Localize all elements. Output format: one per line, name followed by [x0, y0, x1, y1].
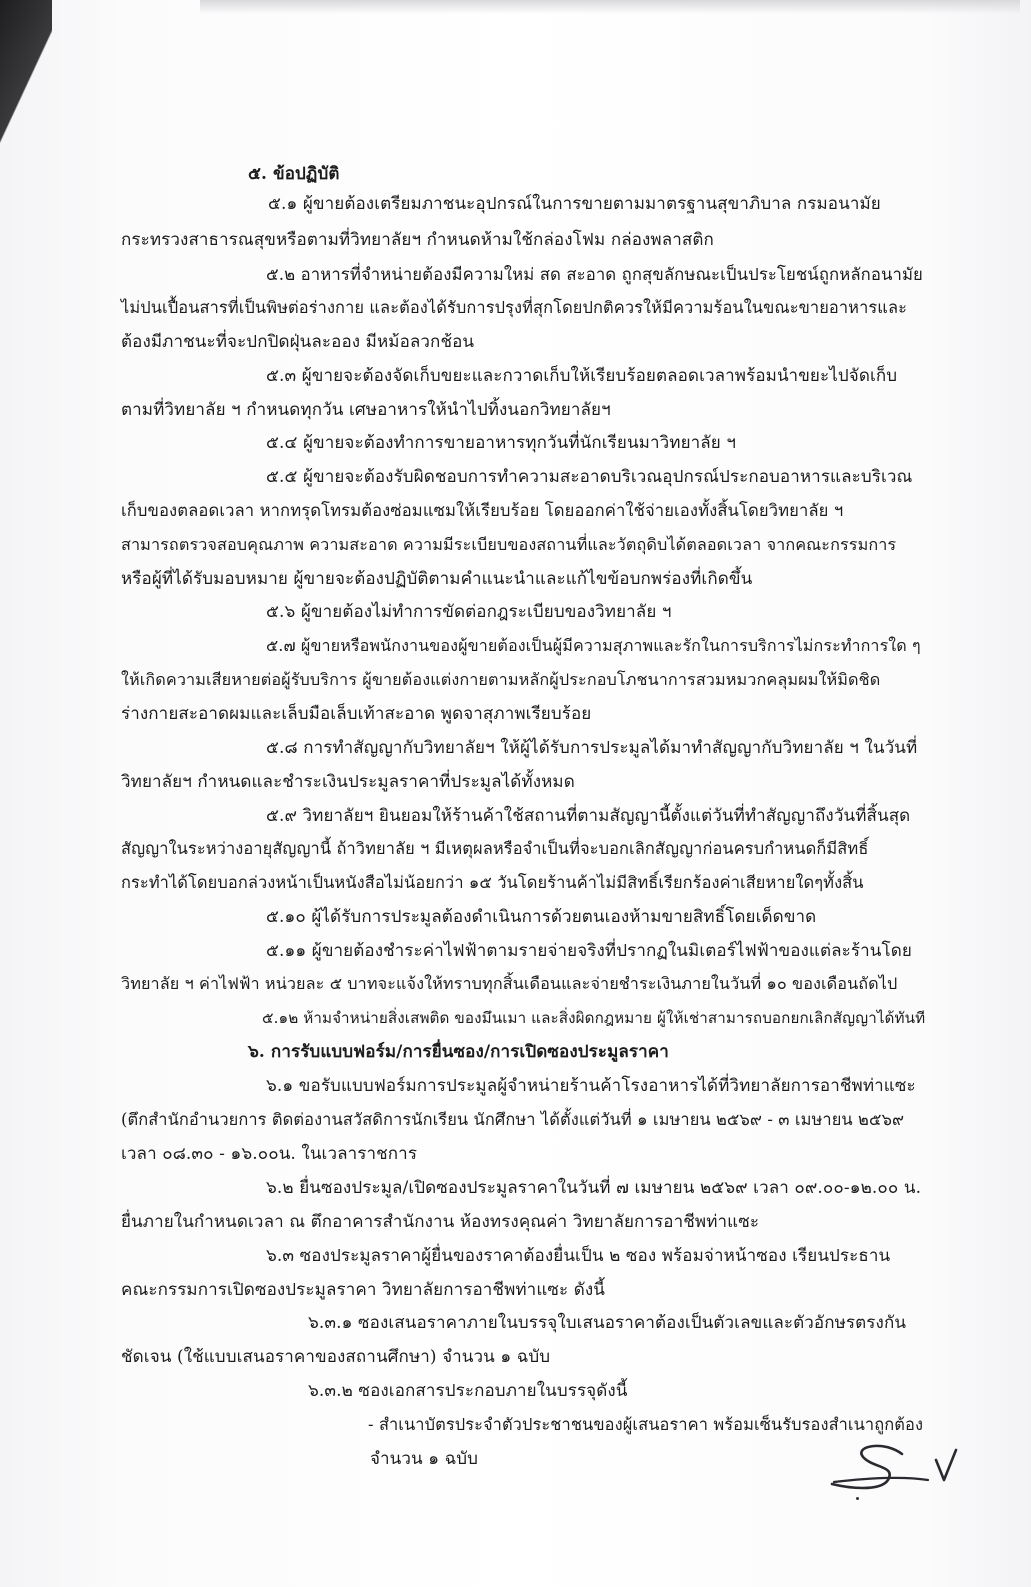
clause-5-12: ๕.๑๒ ห้ามจำหน่ายสิ่งเสพติด ของมึนเมา และสิ่งผิดกฎหมาย ผู้ให้เช่าสามารถบอกยกเลิกสัญญาได้ทันที [262, 1009, 926, 1027]
clause-5-5-cont3: หรือผู้ที่ได้รับมอบหมาย ผู้ขายจะต้องปฏิบัติตามคำแนะนำและแก้ไขข้อบกพร่องที่เกิดขึ้น [121, 569, 753, 589]
clause-6-3-1-cont: ชัดเจน (ใช้แบบเสนอราคาของสถานศึกษา) จำนวน ๑ ฉบับ [121, 1347, 551, 1367]
clause-5-7: ๕.๗ ผู้ขายหรือพนักงานของผู้ขายต้องเป็นผู้มีความสุภาพและรักในการบริการไม่กระทำการใด ๆ [266, 636, 921, 655]
clause-6-3-2-item: - สำเนาบัตรประจำตัวประชาชนของผู้เสนอราคา พร้อมเซ็นรับรองสำเนาถูกต้อง [368, 1415, 924, 1434]
ink-dot [856, 1497, 859, 1500]
clause-5-5-cont: เก็บของตลอดเวลา หากทรุดโทรมต้องซ่อมแซมให้เรียบร้อย โดยออกค่าใช้จ่ายเองทั้งสิ้นโดยวิทยาลัย ฯ [121, 501, 844, 520]
clause-5-4: ๕.๔ ผู้ขายจะต้องทำการขายอาหารทุกวันที่นักเรียนมาวิทยาลัย ฯ [266, 433, 737, 453]
clause-5-9-cont: สัญญาในระหว่างอายุสัญญานี้ ถ้าวิทยาลัย ฯ มีเหตุผลหรือจำเป็นที่จะบอกเลิกสัญญาก่อนครบกำหนดก็มีสิทธิ์ [121, 839, 869, 858]
clause-5-11-cont: วิทยาลัย ฯ ค่าไฟฟ้า หน่วยละ ๕ บาทจะแจ้งให้ทราบทุกสิ้นเดือนและจ่ายชำระเงินภายในวันที่ ๑๐ ของเดือนถัดไป [121, 974, 898, 993]
clause-5-1-cont: กระทรวงสาธารณสุขหรือตามที่วิทยาลัยฯ กำหนดห้ามใช้กล่องโฟม กล่องพลาสติก [121, 230, 714, 250]
clause-5-11: ๕.๑๑ ผู้ขายต้องชำระค่าไฟฟ้าตามรายจ่ายจริงที่ปรากฏในมิเตอร์ไฟฟ้าของแต่ละร้านโดย [266, 941, 912, 961]
clause-6-2: ๖.๒ ยื่นซองประมูล/เปิดซองประมูลราคาในวันที่ ๗ เมษายน ๒๕๖๙ เวลา ๐๙.๐๐-๑๒.๐๐ น. [266, 1178, 922, 1198]
clause-5-9: ๕.๙ วิทยาลัยฯ ยินยอมให้ร้านค้าใช้สถานที่ตามสัญญานี้ตั้งแต่วันที่ทำสัญญาถึงวันที่สิ้นสุด [266, 806, 911, 826]
clause-6-2-cont: ยื่นภายในกำหนดเวลา ณ ตึกอาคารสำนักงาน ห้องทรงคุณค่า วิทยาลัยการอาชีพท่าแซะ [121, 1212, 760, 1232]
clause-5-10: ๕.๑๐ ผู้ได้รับการประมูลต้องดำเนินการด้วยตนเองห้ามขายสิทธิ์โดยเด็ดขาด [266, 907, 817, 927]
handwritten-signature [828, 1436, 968, 1500]
clause-5-5-cont2: สามารถตรวจสอบคุณภาพ ความสะอาด ความมีระเบียบของสถานที่และวัตถุดิบได้ตลอดเวลา จากคณะกรรมการ [121, 535, 897, 554]
clause-5-8-cont: วิทยาลัยฯ กำหนดและชำระเงินประมูลราคาที่ประมูลได้ทั้งหมด [121, 772, 575, 792]
clause-5-2-cont: ไม่ปนเปื้อนสารที่เป็นพิษต่อร่างกาย และต้องได้รับการปรุงที่สุกโดยปกติควรให้มีความร้อนในขณะขายอาหารและ [121, 298, 908, 317]
clause-5-1: ๕.๑ ผู้ขายต้องเตรียมภาชนะอุปกรณ์ในการขายตามมาตรฐานสุขาภิบาล กรมอนามัย [268, 194, 881, 214]
clause-5-5: ๕.๕ ผู้ขายจะต้องรับผิดชอบการทำความสะอาดบริเวณอุปกรณ์ประกอบอาหารและบริเวณ [266, 467, 913, 487]
clause-6-1-cont2: เวลา ๐๘.๓๐ - ๑๖.๐๐น. ในเวลาราชการ [121, 1144, 418, 1164]
section-heading-6: ๖. การรับแบบฟอร์ม/การยื่นซอง/การเปิดซองประมูลราคา [248, 1042, 669, 1062]
clause-5-9-cont2: กระทำได้โดยบอกล่วงหน้าเป็นหนังสือไม่น้อยกว่า ๑๕ วันโดยร้านค้าไม่มีสิทธิ์เรียกร้องค่าเสียหายใดๆทั้งสิ้น [121, 873, 864, 892]
clause-5-8: ๕.๘ การทำสัญญากับวิทยาลัยฯ ให้ผู้ได้รับการประมูลได้มาทำสัญญากับวิทยาลัย ฯ ในวันที่ [266, 738, 918, 758]
clause-6-3-2-item-cont: จำนวน ๑ ฉบับ [370, 1449, 479, 1469]
clause-6-1-cont: (ตึกสำนักอำนวยการ ติดต่องานสวัสดิการนักเรียน นักศึกษา ได้ตั้งแต่วันที่ ๑ เมษายน ๒๕๖๙ - ๓ เมษายน ๒๕๖๙ [121, 1110, 905, 1129]
clause-6-3-cont: คณะกรรมการเปิดซองประมูลราคา วิทยาลัยการอาชีพท่าแซะ ดังนี้ [121, 1280, 606, 1300]
clause-5-7-cont: ให้เกิดความเสียหายต่อผู้รับบริการ ผู้ขายต้องแต่งกายตามหลักผู้ประกอบโภชนาการสวมหมวกคลุมผมให้มิดชิด [121, 670, 881, 689]
clause-5-2: ๕.๒ อาหารที่จำหน่ายต้องมีความใหม่ สด สะอาด ถูกสุขลักษณะเป็นประโยชน์ถูกหลักอนามัย [266, 264, 923, 284]
clause-5-3: ๕.๓ ผู้ขายจะต้องจัดเก็บขยะและกวาดเก็บให้เรียบร้อยตลอดเวลาพร้อมนำขยะไปจัดเก็บ [266, 366, 898, 386]
clause-6-1: ๖.๑ ขอรับแบบฟอร์มการประมูลผู้จำหน่ายร้านค้าโรงอาหารได้ที่วิทยาลัยการอาชีพท่าแซะ [266, 1076, 916, 1096]
clause-5-2-cont2: ต้องมีภาชนะที่จะปกปิดฝุ่นละออง มีหม้อลวกช้อน [121, 332, 475, 352]
clause-5-6: ๕.๖ ผู้ขายต้องไม่ทำการขัดต่อกฎระเบียบของวิทยาลัย ฯ [266, 602, 672, 622]
clause-5-7-cont2: ร่างกายสะอาดผมและเล็บมือเล็บเท้าสะอาด พูดจาสุภาพเรียบร้อย [121, 704, 592, 724]
clause-5-3-cont: ตามที่วิทยาลัย ฯ กำหนดทุกวัน เศษอาหารให้นำไปทิ้งนอกวิทยาลัยฯ [121, 400, 611, 420]
clause-6-3-1: ๖.๓.๑ ซองเสนอราคาภายในบรรจุใบเสนอราคาต้องเป็นตัวเลขและตัวอักษรตรงกัน [308, 1313, 907, 1333]
clause-6-3-2: ๖.๓.๒ ซองเอกสารประกอบภายในบรรจุดังนี้ [308, 1381, 628, 1401]
clause-6-3: ๖.๓ ซองประมูลราคาผู้ยื่นของราคาต้องยื่นเป็น ๒ ซอง พร้อมจ่าหน้าซอง เรียนประธาน [266, 1246, 891, 1266]
section-heading-5: ๕. ข้อปฏิบัติ [248, 164, 340, 184]
